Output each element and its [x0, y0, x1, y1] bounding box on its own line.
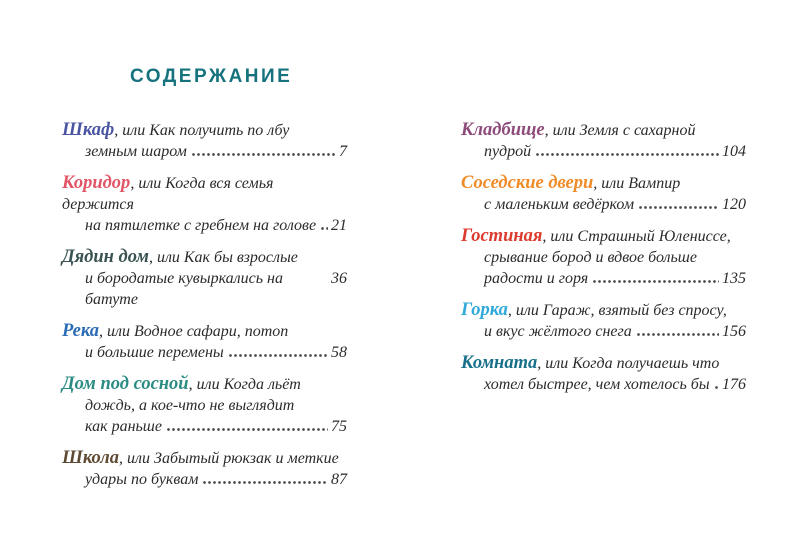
entry-title: Коридор	[62, 173, 131, 193]
entry-subtitle: , или Как получить по лбу	[114, 122, 290, 139]
page-number: 104	[722, 143, 746, 160]
entry-subtitle: , или Когда получаешь что	[537, 355, 720, 372]
entry-subtitle: , или Когда вся семья держится	[62, 175, 274, 213]
entry-first-line	[461, 120, 746, 141]
toc-entry	[62, 173, 347, 236]
toc-entry	[62, 247, 347, 310]
page-number: 87	[331, 471, 347, 488]
page-number: 75	[331, 418, 347, 435]
entry-mid-line	[62, 395, 347, 416]
entry-last-line	[62, 141, 347, 162]
entry-last-line	[461, 268, 746, 289]
toc-column-right	[461, 120, 746, 501]
entry-mid-line	[461, 247, 746, 268]
dotted-leader	[715, 386, 719, 389]
entry-title: Река	[62, 321, 100, 341]
entry-last-line	[461, 321, 746, 342]
dotted-leader	[321, 227, 328, 230]
entry-first-line	[62, 321, 347, 342]
entry-subtitle: , или Когда льёт	[188, 376, 301, 393]
entry-subtitle: , или Водное сафари, потоп	[99, 323, 289, 340]
entry-last-line	[62, 268, 347, 310]
entry-subtitle: , или Гараж, взятый без спросу,	[507, 302, 727, 319]
entry-subtitle-cont: срывание бород и вдвое больше	[484, 249, 697, 266]
entry-last-line	[461, 374, 746, 395]
dotted-leader	[536, 153, 719, 156]
toc-entry	[62, 448, 347, 490]
entry-last-line	[62, 215, 347, 236]
entry-first-line	[62, 173, 347, 215]
entry-first-line	[461, 353, 746, 374]
entry-first-line	[62, 247, 347, 268]
entry-subtitle-cont: и бородатые кувыркались на батуте	[85, 270, 283, 308]
page-number: 156	[722, 323, 746, 340]
entry-last-line	[62, 469, 347, 490]
entry-title: Школа	[62, 448, 120, 468]
entry-first-line	[461, 300, 746, 321]
entry-subtitle-cont: хотел быстрее, чем хотелось бы	[484, 376, 710, 393]
entry-last-line	[62, 342, 347, 363]
entry-subtitle-cont: радости и горя	[484, 270, 589, 287]
dotted-leader	[637, 333, 719, 336]
toc-entry	[62, 120, 347, 162]
entry-first-line	[461, 226, 746, 247]
toc-entry	[461, 300, 746, 342]
entry-subtitle-cont: дождь, а кое-что не выглядит	[85, 397, 295, 414]
toc-entry	[62, 321, 347, 363]
page-number: 135	[722, 270, 746, 287]
entry-subtitle-cont: земным шаром	[85, 143, 187, 160]
entry-subtitle-cont: и большие перемены	[85, 344, 224, 361]
toc-entry	[461, 353, 746, 395]
entry-title: Соседские двери	[461, 173, 594, 193]
entry-first-line	[62, 374, 347, 395]
entry-title: Комната	[461, 353, 538, 373]
entry-subtitle: , или Забытый рюкзак и меткие	[119, 450, 339, 467]
entry-subtitle-cont: удары по буквам	[85, 471, 199, 488]
entry-subtitle: , или Вампир	[593, 175, 681, 192]
entry-first-line	[62, 448, 347, 469]
dotted-leader	[203, 481, 328, 484]
dotted-leader	[593, 280, 719, 283]
entry-subtitle-cont: пудрой	[484, 143, 532, 160]
toc-entry	[461, 173, 746, 215]
toc-entry	[461, 226, 746, 289]
entry-last-line	[461, 141, 746, 162]
entry-subtitle: , или Как бы взрослые	[148, 249, 298, 266]
dotted-leader	[192, 153, 336, 156]
entry-last-line	[461, 194, 746, 215]
dotted-leader	[167, 428, 328, 431]
toc-columns	[62, 120, 745, 501]
entry-subtitle: , или Земля с сахарной	[544, 122, 696, 139]
page-number: 176	[722, 376, 746, 393]
page-number: 36	[331, 270, 347, 287]
entry-subtitle-cont: как раньше	[85, 418, 162, 435]
page-number: 120	[722, 196, 746, 213]
page-number: 7	[339, 143, 347, 160]
toc-column-left	[62, 120, 347, 501]
dotted-leader	[639, 206, 719, 209]
entry-title: Гостиная	[461, 226, 543, 246]
toc-entry	[461, 120, 746, 162]
dotted-leader	[229, 354, 328, 357]
page-number: 21	[331, 217, 347, 234]
entry-last-line	[62, 416, 347, 437]
entry-subtitle-cont: и вкус жёлтого снега	[484, 323, 632, 340]
entry-title: Горка	[461, 300, 508, 320]
entry-title: Дом под сосной	[62, 374, 189, 394]
entry-subtitle-cont: на пятилетке с гребнем на голове	[85, 217, 317, 234]
entry-first-line	[461, 173, 746, 194]
toc-entry	[62, 374, 347, 437]
entry-first-line	[62, 120, 347, 141]
entry-title: Шкаф	[62, 120, 115, 140]
page-number: 58	[331, 344, 347, 361]
entry-subtitle-cont: с маленьким ведёрком	[484, 196, 635, 213]
entry-title: Кладбище	[461, 120, 545, 140]
entry-subtitle: , или Страшный Юлениссе,	[542, 228, 731, 245]
entry-title: Дядин дом	[62, 247, 149, 267]
page-title: СОДЕРЖАНИЕ	[130, 66, 293, 87]
